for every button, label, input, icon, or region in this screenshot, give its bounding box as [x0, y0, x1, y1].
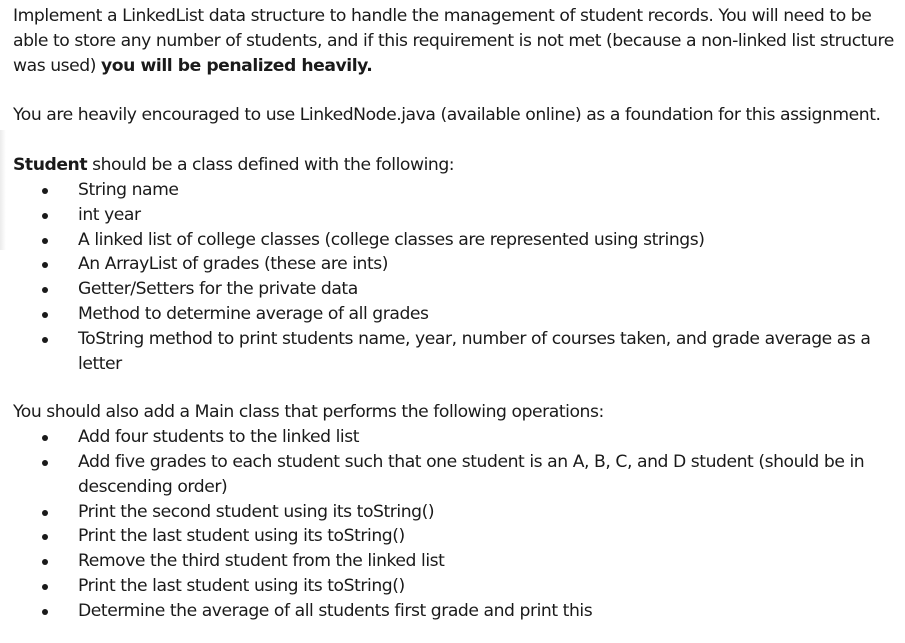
- list-item: Print the last student using its toString(): [13, 574, 898, 599]
- list-item: Method to determine average of all grades: [13, 302, 898, 327]
- student-heading: [13, 153, 898, 178]
- intro-text: Implement a LinkedList data structure to handle the management of student records. You will need to be able to store any number of students, and if this requirement is not met (because a non-linked list structure was used): [13, 6, 894, 76]
- list-item: Getter/Setters for the private data: [13, 277, 898, 302]
- list-item: Add five grades to each student such that one student is an A, B, C, and D student (should be in descending order): [13, 450, 898, 500]
- list-item: String name: [13, 178, 898, 203]
- list-item: Determine the average of all students first grade and print this: [13, 599, 898, 624]
- main-heading: You should also add a Main class that performs the following operations:: [13, 402, 604, 423]
- page-edge-shadow: [0, 130, 6, 250]
- intro-paragraph: [13, 4, 898, 78]
- assignment-document: [13, 4, 898, 624]
- list-item: Remove the third student from the linked list: [13, 549, 898, 574]
- list-item: Print the last student using its toString(): [13, 524, 898, 549]
- student-heading-rest: should be a class defined with the following:: [87, 155, 455, 176]
- student-requirements-list: [13, 178, 898, 376]
- encourage-paragraph: You are heavily encouraged to use LinkedNode.java (available online) as a foundation for this assignment.: [13, 105, 881, 126]
- list-item: Print the second student using its toString(): [13, 500, 898, 525]
- list-item: int year: [13, 203, 898, 228]
- list-item: A linked list of college classes (college classes are represented using strings): [13, 228, 898, 253]
- list-item: ToString method to print students name, year, number of courses taken, and grade average as a letter: [13, 327, 898, 377]
- list-item: An ArrayList of grades (these are ints): [13, 252, 898, 277]
- main-operations-list: [13, 425, 898, 623]
- student-heading-bold: Student: [13, 155, 88, 176]
- intro-penalty-warning: you will be penalized heavily.: [101, 55, 373, 76]
- list-item: Add four students to the linked list: [13, 425, 898, 450]
